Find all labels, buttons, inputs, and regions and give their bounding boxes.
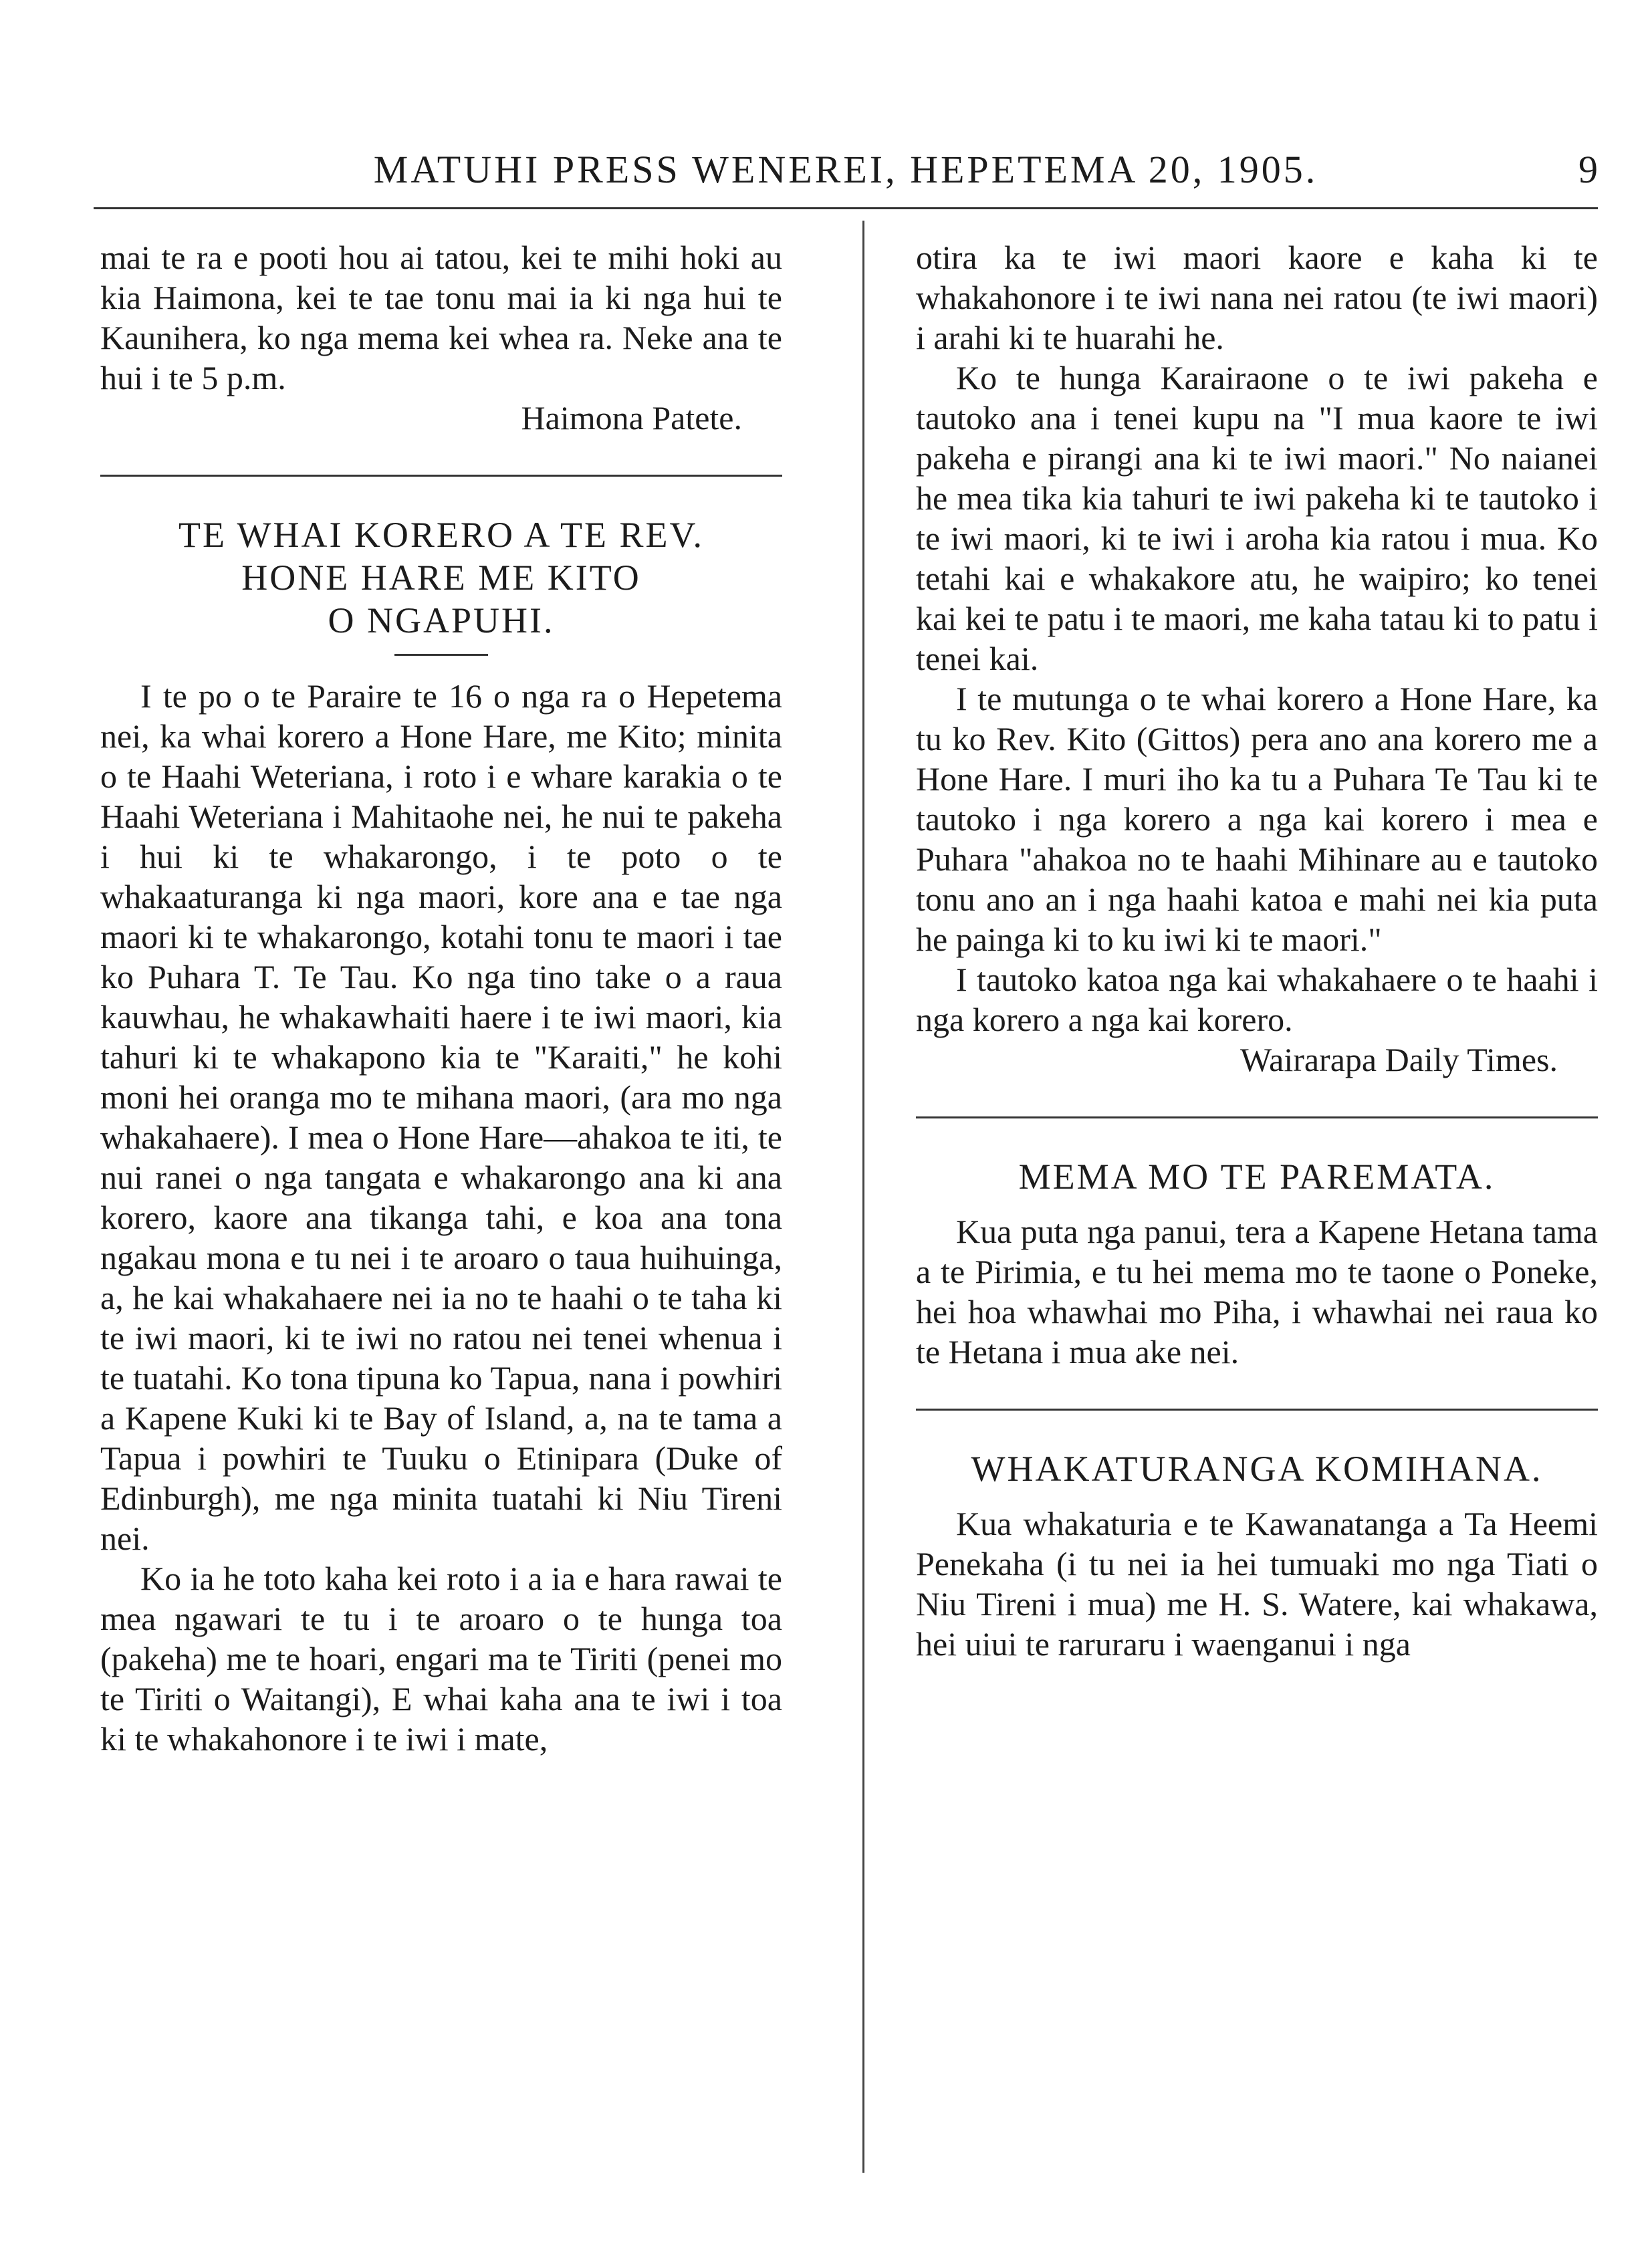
section-rule [100, 475, 782, 477]
page-header [94, 134, 1598, 209]
article-title-line-3: O NGAPUHI. [328, 600, 555, 640]
article-paragraph: Ko ia he toto kaha kei roto i a ia e hara rawai te mea ngawari te tu i te aroaro o te hunga toa (pakeha) me te hoari, engari ma te Tiriti (penei mo te Tiriti o Waitangi), E whai kaha ana te iwi i toa ki te whakahonore i te iwi i mate, [100, 1560, 782, 1758]
right-column [916, 237, 1598, 1664]
article-paragraph: I te po o te Paraire te 16 o nga ra o Hepetema nei, ka whai korero a Hone Hare, me Kito; minita o te Haahi Weteriana, i roto i e whare karakia o te Haahi Weteriana i Mahitaohe nei, he nui te pakeha i hui ki te whakarongo, i te poto o te whakaaturanga ki nga maori, kore ana e tae nga maori ki te whakarongo, kotahi tonu te maori i tae ko Puhara T. Te Tau. Ko nga tino take o a raua kauwhau, he whakawhaiti haere i te iwi maori, kia tahuri ki te whakapono kia te "Karaiti," he kohi moni hei oranga mo te mihana maori, (ara mo nga whakahaere). I mea o Hone Hare—ahakoa te iti, te nui ranei o nga tangata e whakarongo ana ki ana korero, kaore ana tikanga tahi, e koa ana tona ngakau mona e tu nei i te aroaro o taua huihuinga, a, he kai whakahaere nei ia no te haahi o te taha ki te iwi maori, ki te iwi no ratou nei tenei whenua i te tuatahi. Ko tona tipuna ko Tapua, nana i powhiri a Kapene Kuki ki te Bay of Island, a, na te tama a Tapua i powhiri te Tuuku o Etinipara (Duke of Edinburgh), me nga minita tuatahi ki Niu Tireni nei. [100, 677, 782, 1557]
article-paragraph: Ko te hunga Karairaone o te iwi pakeha e tautoko ana i tenei kupu na "I mua kaore te iwi pakeha e pirangi ana ki te iwi maori." No naianei he mea tika kia tahuri te iwi pakeha ki te tautoko i te iwi maori, ki te iwi i aroha kia ratou i mua. Ko tetahi kai e whakakore atu, he waipiro; ko tenei kai kei te patu i te maori, me kaha tatau ki to patu i tenei kai. [916, 359, 1598, 677]
intro-paragraph: mai te ra e pooti hou ai tatou, kei te mihi hoki au kia Haimona, kei te tae tonu mai ia ki nga hui te Kaunihera, ko nga mema kei whea ra. Neke ana te hui i te 5 p.m. [100, 239, 782, 396]
article-title-line-1: TE WHAI KORERO A TE REV. [178, 515, 705, 555]
section-title-mema: MEMA MO TE PAREMATA. [1018, 1157, 1496, 1197]
source-signoff: Wairarapa Daily Times. [1240, 1041, 1558, 1078]
section-rule [916, 1116, 1598, 1118]
left-column [100, 237, 782, 1759]
section-rule [916, 1409, 1598, 1411]
article-paragraph: Kua puta nga panui, tera a Kapene Hetana tama a te Pirimia, e tu hei mema mo te taone o Poneke, hei hoa whawhai mo Piha, i whawhai nei raua ko te Hetana i mua ake nei. [916, 1213, 1598, 1370]
article-paragraph: I tautoko katoa nga kai whakahaere o te haahi i nga korero a nga kai korero. [916, 961, 1598, 1038]
section-title-whakaturanga: WHAKATURANGA KOMIHANA. [971, 1449, 1543, 1489]
article-title-line-2: HONE HARE ME KITO [241, 558, 641, 598]
article-paragraph: Kua whakaturia e te Kawanatanga a Ta Heemi Penekaha (i tu nei ia hei tumuaki mo nga Tiati o Niu Tireni i mua) me H. S. Watere, kai whakawa, hei uiui te raruraru i waenganui i nga [916, 1505, 1598, 1663]
continued-paragraph: otira ka te iwi maori kaore e kaha ki te whakahonore i te iwi nana nei ratou (te iwi maori) i arahi ki te huarahi he. [916, 239, 1598, 356]
intro-signoff: Haimona Patete. [521, 399, 742, 437]
newspaper-masthead: MATUHI PRESS WENEREI, HEPETEMA 20, 1905. [373, 148, 1318, 191]
title-underline [394, 654, 488, 656]
column-divider [862, 221, 864, 2173]
page-number: 9 [1578, 148, 1598, 191]
article-paragraph: I te mutunga o te whai korero a Hone Hare, ka tu ko Rev. Kito (Gittos) pera ano ana korero me a Hone Hare. I muri iho ka tu a Puhara Te Tau ki te tautoko i nga korero a nga kai korero i mea e Puhara "ahakoa no te haahi Mihinare au e tautoko tonu ano an i nga haahi katoa e mahi nei kia puta he painga ki to ku iwi ki te maori." [916, 680, 1598, 958]
